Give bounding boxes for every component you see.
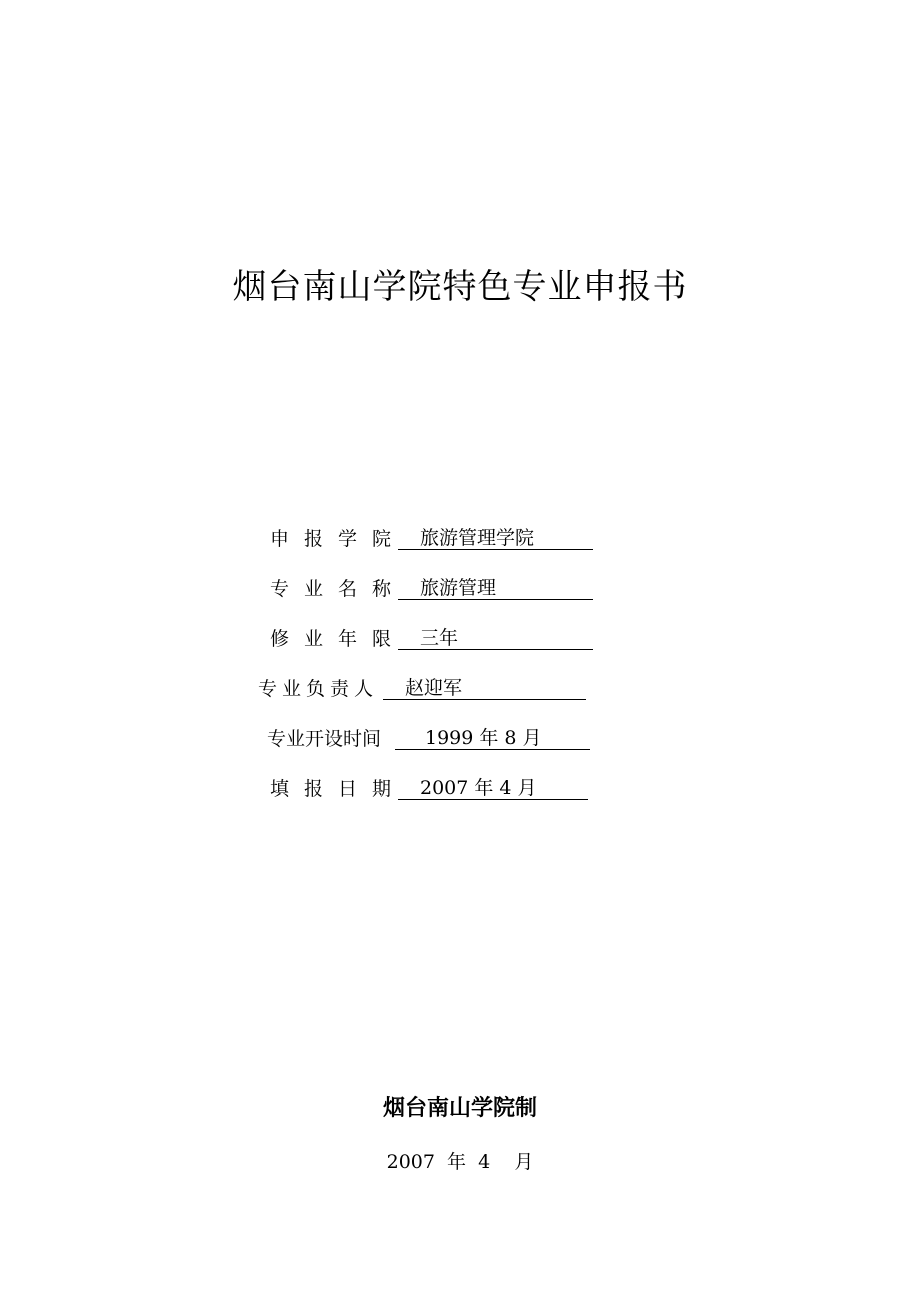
footer-date: 2007 年 4 月 xyxy=(386,1151,534,1173)
field-row-start-date xyxy=(267,726,597,752)
footer-organization: 烟台南山学院制 xyxy=(382,1096,537,1121)
field-value: 2007 年 4 月 xyxy=(398,776,588,800)
field-label: 填报日期 xyxy=(270,778,407,800)
field-label: 修业年限 xyxy=(270,628,407,650)
field-value: 旅游管理 xyxy=(398,576,593,600)
document-title: 烟台南山学院特色专业申报书 xyxy=(232,267,688,307)
field-label: 专业开设时间 xyxy=(267,728,382,750)
field-label: 申报学院 xyxy=(270,528,407,550)
field-label: 专业负责人 xyxy=(258,678,379,700)
field-label: 专业名称 xyxy=(270,578,407,600)
field-row-leader xyxy=(258,676,598,702)
field-row-college xyxy=(270,526,600,552)
field-value: 旅游管理学院 xyxy=(398,526,593,550)
field-row-fill-date xyxy=(270,776,600,802)
field-row-duration xyxy=(270,626,600,652)
field-value: 三年 xyxy=(398,626,593,650)
field-row-major xyxy=(270,576,600,602)
field-value: 赵迎军 xyxy=(383,676,586,700)
field-value: 1999 年 8 月 xyxy=(395,726,590,750)
